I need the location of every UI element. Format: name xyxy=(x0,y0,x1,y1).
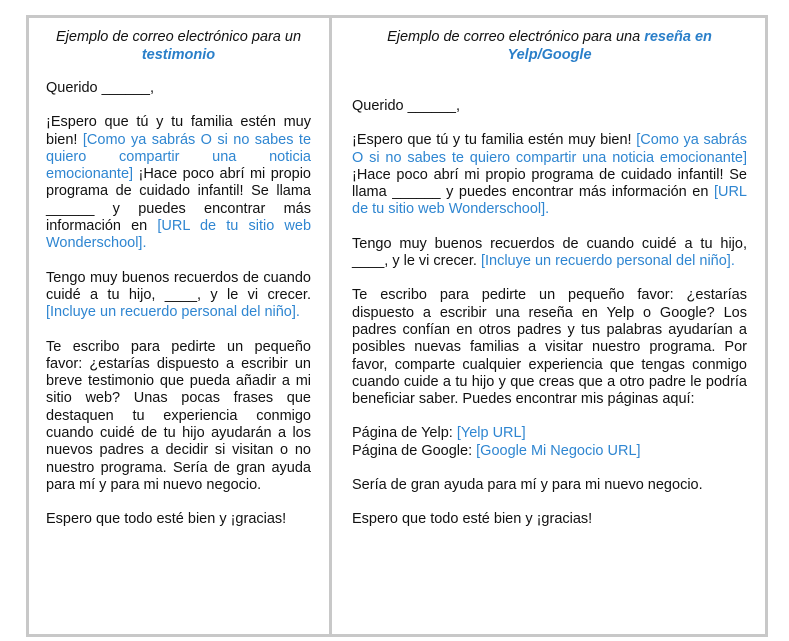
title-text: Ejemplo de correo electrónico para un xyxy=(55,29,302,45)
testimonial-email-column xyxy=(29,18,332,634)
intro-text-continued: ¡Hace poco abrí mi propio programa de cuidado infantil! Se llama ______ y puedes encontrar más información en xyxy=(352,166,747,201)
greeting: Querido ______, xyxy=(46,80,155,96)
placeholder-url: [URL de tu sitio web Wonderschool]. xyxy=(46,218,312,252)
review-email-column xyxy=(332,18,765,634)
title-highlight: reseña en Yelp/Google xyxy=(507,29,712,63)
testimonial-title xyxy=(46,28,311,64)
memory-text: Tengo muy buenos recuerdos de cuando cuidé a tu hijo, ____, y le vi crecer. xyxy=(46,269,311,303)
review-title xyxy=(352,28,747,64)
placeholder-memory: [Incluye un recuerdo personal del niño]. xyxy=(480,253,735,270)
yelp-url-placeholder: [Yelp URL] xyxy=(456,425,526,442)
paragraph-request: Te escribo para pedirte un pequeño favor: ¿estarías dispuesto a escribir una reseña en Yelp o Google? Los padres confían en otros padres y tus palabras ayudarían a posibles nuevas familias a visitar nuestro programa. Por favor, comparte cualquier experiencia que tengas conmigo cuando cuide a tu hijo y que creas que a otro padre le podría beneficiar saber. Puedes encontrar mis páginas aquí: xyxy=(352,287,747,408)
paragraph-intro xyxy=(46,114,311,252)
title-text: Ejemplo de correo electrónico para una xyxy=(387,29,645,45)
paragraph-request: Te escribo para pedirte un pequeño favor: ¿estarías dispuesto a escribir un breve testimonio que pueda añadir a mi sitio web? Unas pocas frases que destaquen tu experiencia conmigo cuando cuidé de tu hijo ayudarán a los nuevos padres a decidir si visitan o no nuestro programa. Sería de gran ayuda para mí y para mi nuevo negocio. xyxy=(46,338,311,493)
yelp-line xyxy=(352,425,747,442)
paragraph-help: Sería de gran ayuda para mí y para mi nuevo negocio. xyxy=(352,477,703,494)
paragraph-intro xyxy=(352,132,747,218)
title-highlight: testimonio xyxy=(141,47,216,63)
intro-text: ¡Espero que tú y tu familia estén muy bien! xyxy=(352,132,637,149)
placeholder-url: [URL de tu sitio web Wonderschool]. xyxy=(352,184,747,218)
placeholder-news: [Como ya sabrás O si no sabes te quiero compartir una noticia emocionante] xyxy=(46,131,312,183)
google-label: Página de Google: xyxy=(352,442,477,459)
google-line xyxy=(352,443,747,460)
paragraph-closing: Espero que todo esté bien y ¡gracias! xyxy=(46,511,287,528)
intro-text-continued: ¡Hace poco abrí mi propio programa de cuidado infantil! Se llama ______ y puedes encontrar más información en xyxy=(46,166,311,235)
intro-text: ¡Espero que tú y tu familia estén muy bien! xyxy=(46,114,311,148)
google-url-placeholder: [Google Mi Negocio URL] xyxy=(476,442,641,459)
memory-text: Tengo muy buenos recuerdos de cuando cuidé a tu hijo, ____, y le vi crecer. xyxy=(352,235,747,270)
yelp-label: Página de Yelp: xyxy=(352,425,457,442)
paragraph-pages xyxy=(352,425,747,460)
document-frame xyxy=(26,15,768,637)
placeholder-news: [Como ya sabrás O si no sabes te quiero compartir una noticia emocionante] xyxy=(352,132,747,166)
paragraph-memory xyxy=(352,236,747,271)
paragraph-closing: Espero que todo esté bien y ¡gracias! xyxy=(352,511,593,528)
paragraph-memory xyxy=(46,270,311,322)
placeholder-memory: [Incluye un recuerdo personal del niño]. xyxy=(46,304,300,321)
greeting: Querido ______, xyxy=(352,98,461,114)
